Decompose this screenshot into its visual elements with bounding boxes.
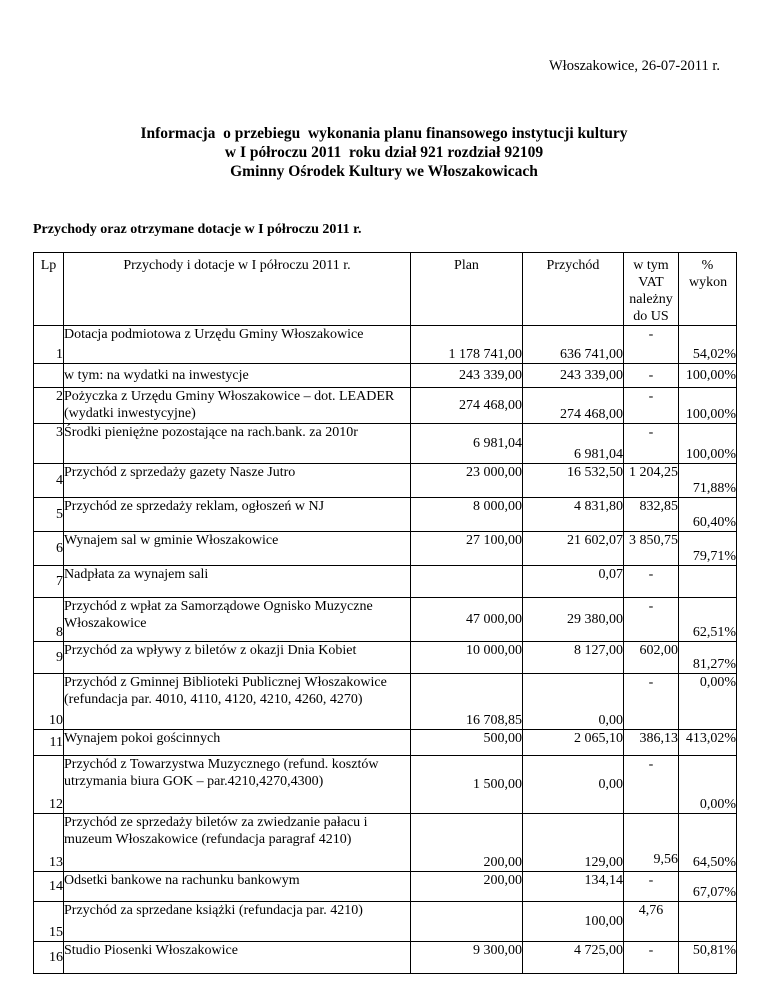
cell-przychod: 21 602,07 xyxy=(523,532,624,566)
col-header-name: Przychody i dotacje w I półroczu 2011 r. xyxy=(64,253,411,326)
table-row xyxy=(34,642,737,674)
cell-vat: - xyxy=(624,942,679,974)
cell-lp: 4 xyxy=(34,464,64,498)
cell-name: Odsetki bankowe na rachunku bankowym xyxy=(64,872,411,902)
cell-plan: 274 468,00 xyxy=(411,388,523,424)
cell-przychod: 29 380,00 xyxy=(523,598,624,642)
section-heading: Przychody oraz otrzymane dotacje w I półroczu 2011 r. xyxy=(33,222,362,237)
cell-vat: - xyxy=(624,598,679,642)
cell-vat: 3 850,75 xyxy=(624,532,679,566)
cell-name: Przychód ze sprzedaży reklam, ogłoszeń w NJ xyxy=(64,498,411,532)
cell-name: Przychód z wpłat za Samorządowe Ognisko Muzyczne Włoszakowice xyxy=(64,598,411,642)
cell-lp: 15 xyxy=(34,902,64,942)
cell-lp: 9 xyxy=(34,642,64,674)
cell-vat: - xyxy=(624,388,679,424)
cell-plan: 23 000,00 xyxy=(411,464,523,498)
cell-plan xyxy=(411,902,523,942)
cell-vat: 1 204,25 xyxy=(624,464,679,498)
cell-pct: 54,02% xyxy=(679,326,737,364)
cell-pct: 100,00% xyxy=(679,388,737,424)
cell-pct: 67,07% xyxy=(679,872,737,902)
cell-plan: 500,00 xyxy=(411,730,523,756)
cell-lp: 7 xyxy=(34,566,64,598)
title-line-2: w I półroczu 2011 roku dział 921 rozdział 92109 xyxy=(224,144,544,161)
cell-lp: 8 xyxy=(34,598,64,642)
cell-plan: 10 000,00 xyxy=(411,642,523,674)
cell-name: Przychód za sprzedane książki (refundacja par. 4210) xyxy=(64,902,411,942)
cell-vat: 602,00 xyxy=(624,642,679,674)
cell-name: Przychód z Gminnej Biblioteki Publicznej Włoszakowice (refundacja par. 4010, 4110, 4120, 4210, 4260, 4270) xyxy=(64,674,411,730)
cell-plan: 200,00 xyxy=(411,814,523,872)
col-header-plan: Plan xyxy=(411,253,523,326)
cell-lp: 14 xyxy=(34,872,64,902)
cell-name: Przychód z sprzedaży gazety Nasze Jutro xyxy=(64,464,411,498)
col-header-przychod: Przychód xyxy=(523,253,624,326)
cell-name: Wynajem sal w gminie Włoszakowice xyxy=(64,532,411,566)
cell-przychod: 0,07 xyxy=(523,566,624,598)
col-header-lp: Lp xyxy=(34,253,64,326)
cell-pct xyxy=(679,566,737,598)
cell-pct: 60,40% xyxy=(679,498,737,532)
cell-przychod: 4 831,80 xyxy=(523,498,624,532)
cell-pct: 100,00% xyxy=(679,424,737,464)
cell-przychod: 0,00 xyxy=(523,756,624,814)
title-line-3: Gminny Ośrodek Kultury we Włoszakowicach xyxy=(230,163,538,180)
cell-lp: 6 xyxy=(34,532,64,566)
cell-lp: 11 xyxy=(34,730,64,756)
cell-pct: 81,27% xyxy=(679,642,737,674)
cell-plan: 6 981,04 xyxy=(411,424,523,464)
cell-lp: 13 xyxy=(34,814,64,872)
cell-vat: 9,56 xyxy=(624,814,679,872)
cell-przychod: 16 532,50 xyxy=(523,464,624,498)
cell-pct: 0,00% xyxy=(679,756,737,814)
cell-przychod: 100,00 xyxy=(523,902,624,942)
cell-name: Przychód ze sprzedaży biletów za zwiedzanie pałacu i muzeum Włoszakowice (refundacja paragraf 4210) xyxy=(64,814,411,872)
cell-lp: 3 xyxy=(34,424,64,464)
cell-przychod: 243 339,00 xyxy=(523,364,624,388)
cell-plan: 16 708,85 xyxy=(411,674,523,730)
cell-vat: 832,85 xyxy=(624,498,679,532)
col-header-pct: % wykon xyxy=(679,253,737,326)
cell-name: Nadpłata za wynajem sali xyxy=(64,566,411,598)
cell-lp: 16 xyxy=(34,942,64,974)
table-row xyxy=(34,872,737,902)
table-row xyxy=(34,388,737,424)
cell-pct xyxy=(679,902,737,942)
cell-pct: 71,88% xyxy=(679,464,737,498)
table-row xyxy=(34,498,737,532)
document-title xyxy=(0,124,768,181)
cell-przychod: 274 468,00 xyxy=(523,388,624,424)
cell-przychod: 636 741,00 xyxy=(523,326,624,364)
table-row xyxy=(34,674,737,730)
cell-pct: 50,81% xyxy=(679,942,737,974)
cell-pct: 0,00% xyxy=(679,674,737,730)
cell-przychod: 129,00 xyxy=(523,814,624,872)
table-row xyxy=(34,326,737,364)
revenue-table xyxy=(33,252,737,974)
cell-name: w tym: na wydatki na inwestycje xyxy=(64,364,411,388)
cell-name: Pożyczka z Urzędu Gminy Włoszakowice – dot. LEADER (wydatki inwestycyjne) xyxy=(64,388,411,424)
cell-lp: 1 xyxy=(34,326,64,364)
cell-name: Wynajem pokoi gościnnych xyxy=(64,730,411,756)
cell-lp: 12 xyxy=(34,756,64,814)
table-row xyxy=(34,902,737,942)
cell-vat: - xyxy=(624,364,679,388)
cell-plan xyxy=(411,566,523,598)
table-header-row xyxy=(34,253,737,326)
cell-name: Studio Piosenki Włoszakowice xyxy=(64,942,411,974)
cell-vat: - xyxy=(624,872,679,902)
cell-plan: 1 178 741,00 xyxy=(411,326,523,364)
cell-przychod: 2 065,10 xyxy=(523,730,624,756)
cell-name: Przychód za wpływy z biletów z okazji Dnia Kobiet xyxy=(64,642,411,674)
col-header-vat: w tym VAT należny do US xyxy=(624,253,679,326)
table-row xyxy=(34,532,737,566)
cell-przychod: 134,14 xyxy=(523,872,624,902)
cell-przychod: 8 127,00 xyxy=(523,642,624,674)
table-row xyxy=(34,364,737,388)
cell-vat: - xyxy=(624,424,679,464)
cell-pct: 79,71% xyxy=(679,532,737,566)
cell-vat: 386,13 xyxy=(624,730,679,756)
cell-pct: 62,51% xyxy=(679,598,737,642)
table-row xyxy=(34,464,737,498)
cell-vat: - xyxy=(624,756,679,814)
table-row xyxy=(34,598,737,642)
cell-plan: 8 000,00 xyxy=(411,498,523,532)
cell-lp: 2 xyxy=(34,388,64,424)
cell-plan: 200,00 xyxy=(411,872,523,902)
cell-plan: 1 500,00 xyxy=(411,756,523,814)
cell-przychod: 0,00 xyxy=(523,674,624,730)
table-row xyxy=(34,566,737,598)
cell-plan: 47 000,00 xyxy=(411,598,523,642)
table-row xyxy=(34,730,737,756)
cell-plan: 243 339,00 xyxy=(411,364,523,388)
cell-przychod: 4 725,00 xyxy=(523,942,624,974)
cell-lp xyxy=(34,364,64,388)
cell-przychod: 6 981,04 xyxy=(523,424,624,464)
table-row xyxy=(34,942,737,974)
title-line-1: Informacja o przebiegu wykonania planu finansowego instytucji kultury xyxy=(140,125,628,142)
cell-plan: 27 100,00 xyxy=(411,532,523,566)
cell-name: Dotacja podmiotowa z Urzędu Gminy Włoszakowice xyxy=(64,326,411,364)
table-row xyxy=(34,424,737,464)
cell-vat: - xyxy=(624,326,679,364)
cell-pct: 413,02% xyxy=(679,730,737,756)
cell-vat: 4,76 xyxy=(624,902,679,942)
cell-lp: 10 xyxy=(34,674,64,730)
cell-vat: - xyxy=(624,674,679,730)
cell-pct: 100,00% xyxy=(679,364,737,388)
cell-lp: 5 xyxy=(34,498,64,532)
cell-plan: 9 300,00 xyxy=(411,942,523,974)
cell-pct: 64,50% xyxy=(679,814,737,872)
document-date: Włoszakowice, 26-07-2011 r. xyxy=(549,58,720,74)
table-row xyxy=(34,756,737,814)
cell-vat: - xyxy=(624,566,679,598)
table-row xyxy=(34,814,737,872)
cell-name: Środki pieniężne pozostające na rach.bank. za 2010r xyxy=(64,424,411,464)
cell-name: Przychód z Towarzystwa Muzycznego (refund. kosztów utrzymania biura GOK – par.4210,4270,4300) xyxy=(64,756,411,814)
